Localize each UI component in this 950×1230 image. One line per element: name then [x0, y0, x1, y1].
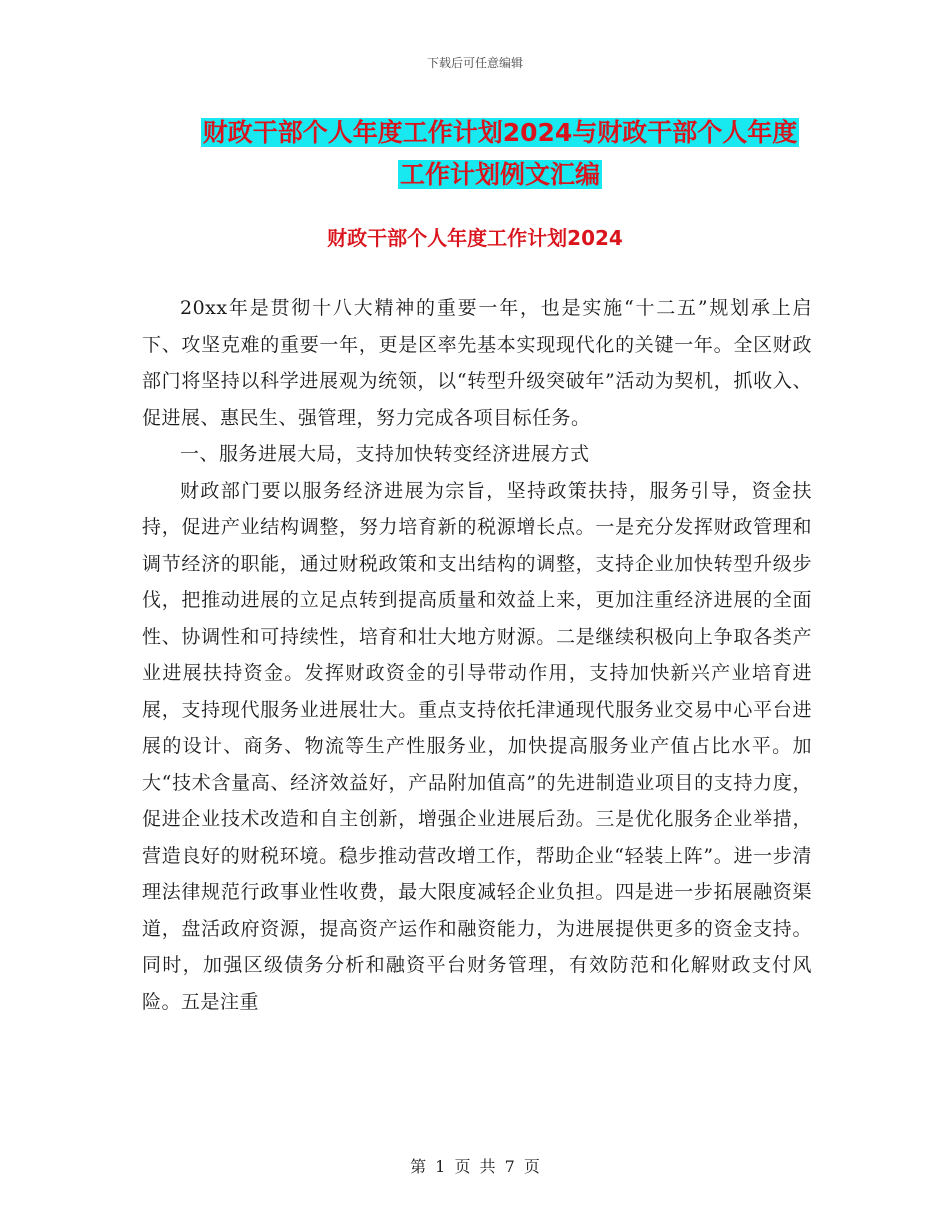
paragraph-heading-1: 一、服务进展大局，支持加快转变经济进展方式 [180, 443, 590, 465]
page-number: 第 1 页 共 7 页 [410, 1157, 540, 1176]
section-title: 财政干部个人年度工作计划2024 [327, 226, 623, 250]
document-title-line1: 财政干部个人年度工作计划2024与财政干部个人年度 [202, 118, 798, 147]
header-note: 下载后可任意编辑 [426, 56, 523, 70]
document-title [140, 112, 860, 196]
document-title-line2: 工作计划例文汇编 [399, 160, 600, 189]
paragraph-body-1: 财政部门要以服务经济进展为宗旨，坚持政策扶持，服务引导，资金扶持，促进产业结构调整，努力培育新的税源增长点。一是充分发挥财政管理和调节经济的职能，通过财税政策和支出结构的调整，支持企业加快转型升级步伐，把推动进展的立足点转到提高质量和效益上来，更加注重经济进展的全面性、协调性和可持续性，培育和壮大地方财源。二是继续积极向上争取各类产业进展扶持资金。发挥财政资金的引导带动作用，支持加快新兴产业培育进展，支持现代服务业进展壮大。重点支持依托津通现代服务业交易中心平台进展的设计、商务、物流等生产性服务业，加快提高服务业产值占比水平。加大“技术含量高、经济效益好，产品附加值高”的先进制造业项目的支持力度，促进企业技术改造和自主创新，增强企业进展后劲。三是优化服务企业举措，营造良好的财税环境。稳步推动营改增工作，帮助企业“轻装上阵”。进一步清理法律规范行政事业性收费，最大限度减轻企业负担。四是进一步拓展融资渠道，盘活政府资源，提高资产运作和融资能力，为进展提供更多的资金支持。同时，加强区级债务分析和融资平台财务管理，有效防范和化解财政支付风险。五是注重 [142, 479, 812, 1013]
body-text [142, 290, 812, 1020]
paragraph-intro: 20xx年是贯彻十八大精神的重要一年，也是实施“十二五”规划承上启下、攻坚克难的重要一年，更是区率先基本实现现代化的关键一年。全区财政部门将坚持以科学进展观为统领，以“转型升级突破年”活动为契机，抓收入、促进展、惠民生、强管理，努力完成各项目标任务。 [142, 297, 812, 429]
